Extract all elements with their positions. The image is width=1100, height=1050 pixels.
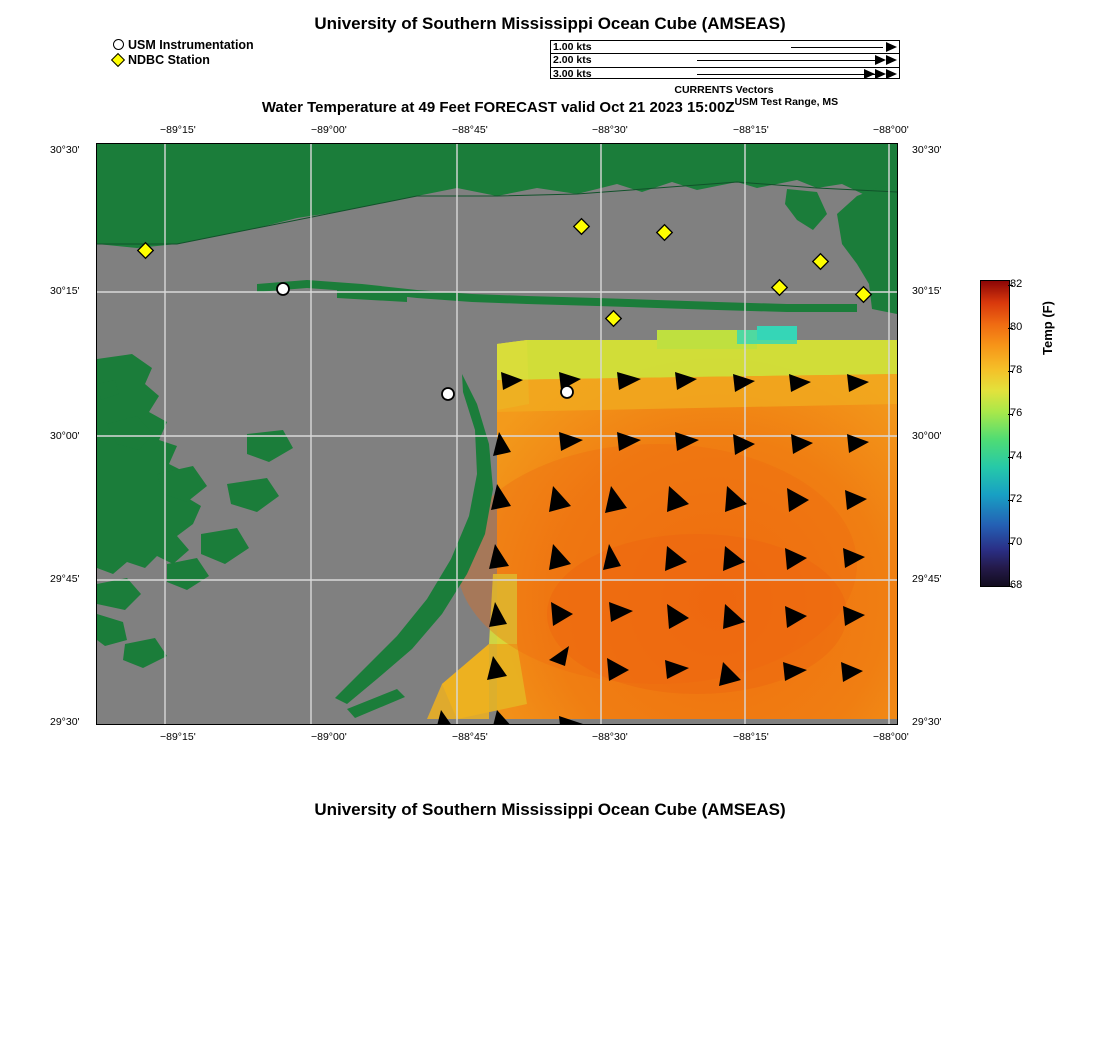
axis-top-label-1: −89°15' (160, 124, 196, 136)
axis-top-label-4: −88°30' (592, 124, 628, 136)
colorbar-tick-74: 74 (1010, 450, 1023, 462)
vector-shaft-2 (697, 60, 883, 61)
legend-item-ndbc-label: NDBC Station (128, 52, 210, 67)
map-svg (97, 144, 897, 724)
current-vector-key (550, 40, 900, 79)
map-subtitle-text: Water Temperature at 49 Feet FORECAST valid Oct 21 2023 15:00Z (261, 99, 735, 116)
temperature-field (427, 326, 897, 719)
vector-key-row-1 (551, 41, 899, 54)
axis-bottom-label-3: −88°45' (452, 731, 488, 743)
legend-item-usm-label: USM Instrumentation (128, 37, 254, 52)
axis-top-label-2: −89°00' (311, 124, 347, 136)
axis-bottom-label-2: −89°00' (311, 731, 347, 743)
axis-right-label-4: 29°45' (912, 573, 942, 585)
vector-shaft-3 (697, 74, 883, 75)
vector-arrow-2b (875, 55, 886, 65)
circle-marker-icon (108, 39, 128, 50)
vector-key-caption: CURRENTS Vectors (674, 84, 774, 96)
axis-bottom-label-4: −88°30' (592, 731, 628, 743)
axis-left-label-2: 30°15' (50, 285, 80, 297)
vector-key-label-3: 3.00 kts (553, 67, 592, 80)
vector-arrow-3c (864, 69, 875, 79)
vector-arrow-3b (875, 69, 886, 79)
vector-key-label-2: 2.00 kts (553, 54, 592, 67)
colorbar-title: Temp (F) (1040, 301, 1055, 355)
vector-key-label-1: 1.00 kts (553, 41, 592, 53)
axis-bottom-label-5: −88°15' (733, 731, 769, 743)
colorbar-tick-70: 70 (1010, 536, 1023, 548)
colorbar-tick-76: 76 (1010, 407, 1023, 419)
diamond-marker-icon (108, 55, 128, 65)
axis-bottom-label-6: −88°00' (873, 731, 909, 743)
axis-top-label-6: −88°00' (873, 124, 909, 136)
vector-arrow-3a (886, 69, 897, 79)
axis-left-label-1: 30°30' (50, 144, 80, 156)
usm-station-marker (277, 283, 289, 295)
axis-bottom-label-1: −89°15' (160, 731, 196, 743)
vector-shaft-1 (791, 47, 883, 48)
vector-arrow-1 (886, 42, 897, 52)
map-legend (108, 37, 254, 67)
axis-right-label-2: 30°15' (912, 285, 942, 297)
axis-top-label-5: −88°15' (733, 124, 769, 136)
axis-right-label-1: 30°30' (912, 144, 942, 156)
map-subtitle-range: USM Test Range, MS (734, 96, 839, 108)
page-title: University of Southern Mississippi Ocean Cube (AMSEAS) (314, 14, 786, 33)
footer-title: University of Southern Mississippi Ocean Cube (AMSEAS) (314, 800, 786, 819)
axis-top-label-3: −88°45' (452, 124, 488, 136)
colorbar-tick-82: 82 (1010, 278, 1023, 290)
colorbar-tick-78: 78 (1010, 364, 1023, 376)
axis-right-label-3: 30°00' (912, 430, 942, 442)
colorbar-tick-68: 68 (1010, 579, 1023, 591)
map-subtitle (0, 96, 1100, 116)
colorbar-tick-72: 72 (1010, 493, 1023, 505)
axis-right-label-5: 29°30' (912, 716, 942, 728)
colorbar (980, 280, 1010, 587)
legend-item-ndbc (108, 52, 254, 67)
map-plot-area[interactable] (96, 143, 898, 725)
usm-station-marker (561, 386, 573, 398)
colorbar-tick-80: 80 (1010, 321, 1023, 333)
axis-left-label-3: 30°00' (50, 430, 80, 442)
vector-key-row-2 (551, 54, 899, 67)
usm-station-marker (442, 388, 454, 400)
legend-item-usm (108, 37, 254, 52)
axis-left-label-4: 29°45' (50, 573, 80, 585)
colorbar-gradient (981, 281, 1009, 586)
vector-arrow-2a (886, 55, 897, 65)
axis-left-label-5: 29°30' (50, 716, 80, 728)
vector-key-row-3 (551, 68, 899, 80)
